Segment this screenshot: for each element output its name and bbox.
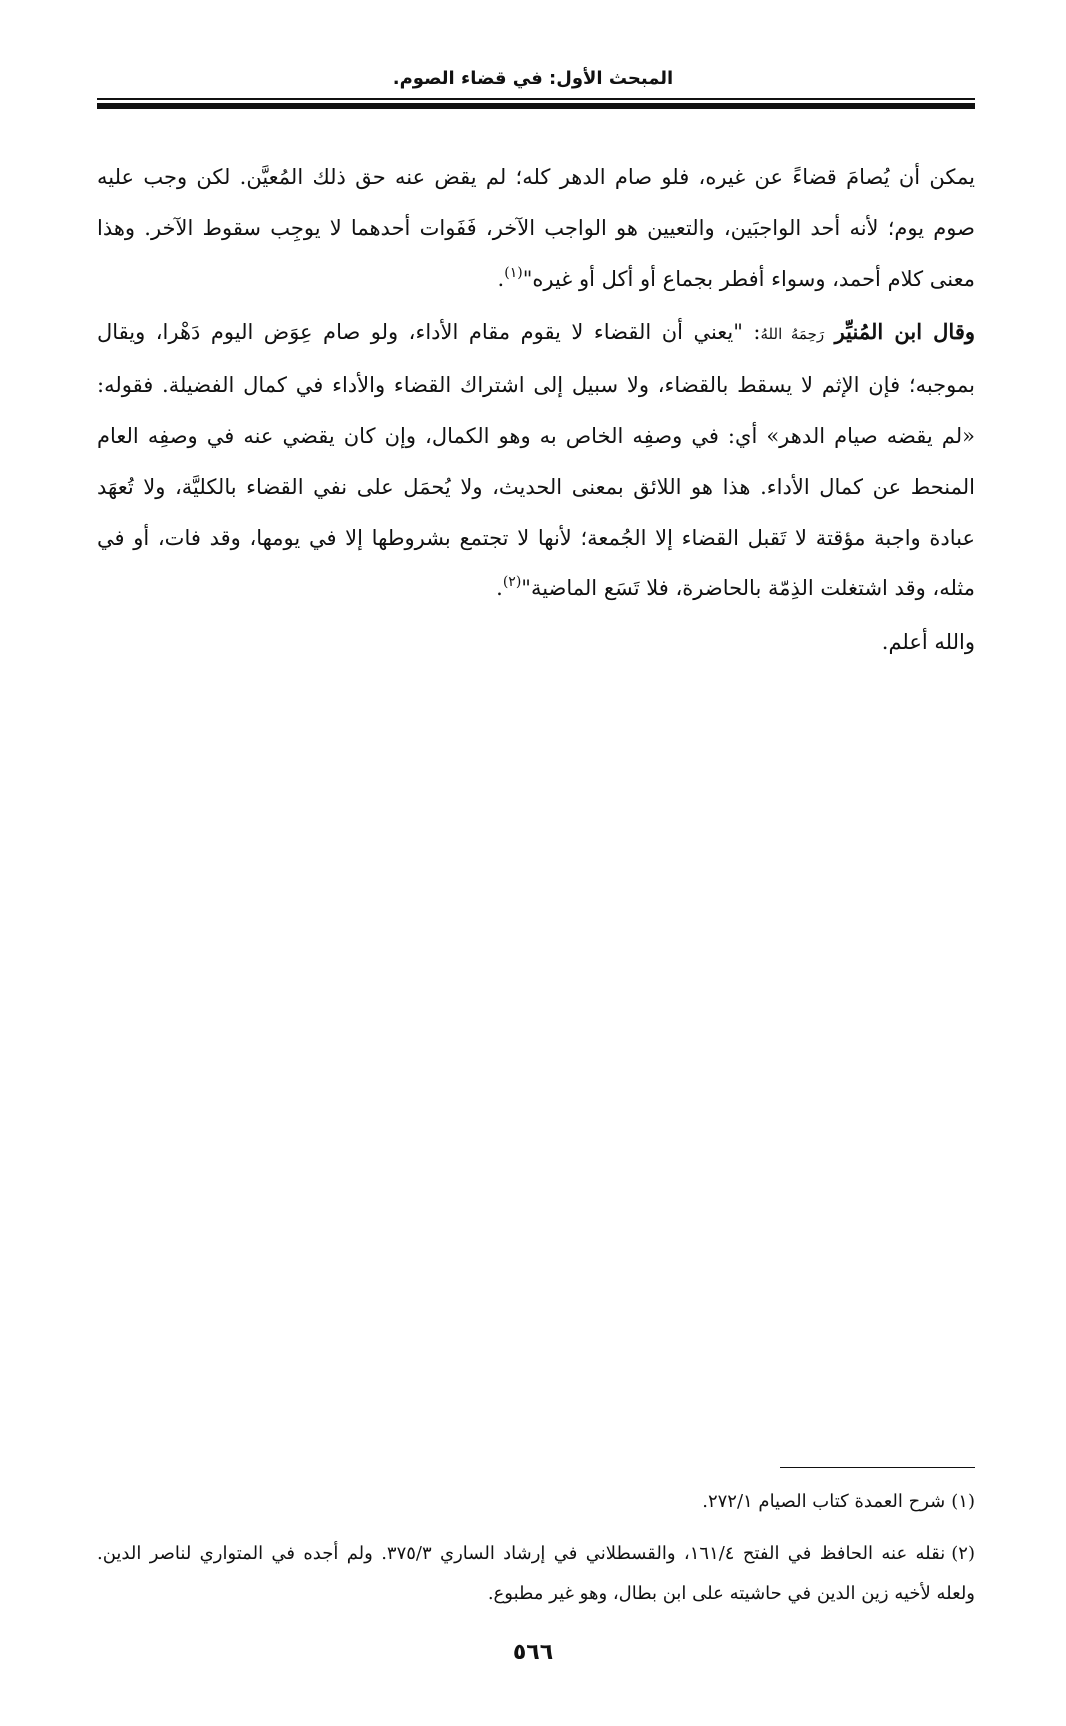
running-header-title: المبحث الأول: في قضاء الصوم. xyxy=(392,68,674,89)
closing-text: والله أعلم. xyxy=(881,630,975,655)
main-text xyxy=(97,152,975,668)
paragraph-1-text: يمكن أن يُصامَ قضاءً عن غيره، فلو صام الدهر كله؛ لم يقض عنه حق ذلك المُعيَّن. لكن وجب عليه صوم يوم؛ لأنه أحد الواجبَين، والتعيين هو الواجب الآخر، فَفَوات أحدهما لا يوجِب سقوط الآخر. وهذا معنى كلام أحمد، وسواء أفطر بجماع أو أكل أو غيره" xyxy=(97,165,975,291)
paragraph-1-end: . xyxy=(497,266,505,291)
honorific: رَحِمَهُ اللهُ xyxy=(760,325,825,344)
footnotes xyxy=(97,1482,975,1626)
header-rule-thick xyxy=(97,103,975,109)
closing-line xyxy=(97,617,975,668)
footnote-1-number: (١) xyxy=(951,1491,975,1512)
footnote-separator xyxy=(780,1467,975,1468)
quoted-author: وقال ابن المُنيِّر xyxy=(834,319,975,345)
footnote-ref-1: (١) xyxy=(504,264,523,281)
paragraph-2-end: . xyxy=(496,576,503,601)
paragraph-2 xyxy=(97,307,975,617)
paragraph-1 xyxy=(97,152,975,307)
footnote-2-text: نقله عنه الحافظ في الفتح ١٦١/٤، والقسطلاني في إرشاد الساري ٣٧٥/٣. ولم أجده في المتواري لناصر الدين. ولعله لأخيه زين الدين في حاشيته على ابن بطال، وهو غير مطبوع. xyxy=(97,1543,975,1604)
page-number: ٥٦٦ xyxy=(512,1640,554,1665)
footnote-2 xyxy=(97,1534,975,1614)
footnote-1 xyxy=(97,1482,975,1522)
paragraph-2-text: : "يعني أن القضاء لا يقوم مقام الأداء، ولو صام عِوَض اليوم دَهْرا، ويقال بموجبه؛ فإن الإثم لا يسقط بالقضاء، ولا سبيل إلى اشتراك القضاء والأداء في كمال الفضيلة. فقوله: «لم يقضه صيام الدهر» أي: في وصفِه الخاص به وهو الكمال، وإن كان يقضي عنه في وصفِه العام المنحط عن كمال الأداء. هذا هو اللائق بمعنى الحديث، ولا يُحمَل على نفي القضاء بالكليَّة، ولا تُعهَد عبادة واجبة مؤقتة لا تَقبل القضاء إلا الجُمعة؛ لأنها لا تجتمع بشروطها إلا في يومها، وقد فات، أو في مثله، وقد اشتغلت الذِمّة بالحاضرة، فلا تَسَع الماضية" xyxy=(97,320,975,601)
footnote-2-number: (٢) xyxy=(951,1543,975,1564)
footnote-ref-2: (٢) xyxy=(502,574,522,591)
footnote-1-text: شرح العمدة كتاب الصيام ٢٧٢/١. xyxy=(702,1491,946,1512)
header-rule-thin xyxy=(97,98,975,100)
